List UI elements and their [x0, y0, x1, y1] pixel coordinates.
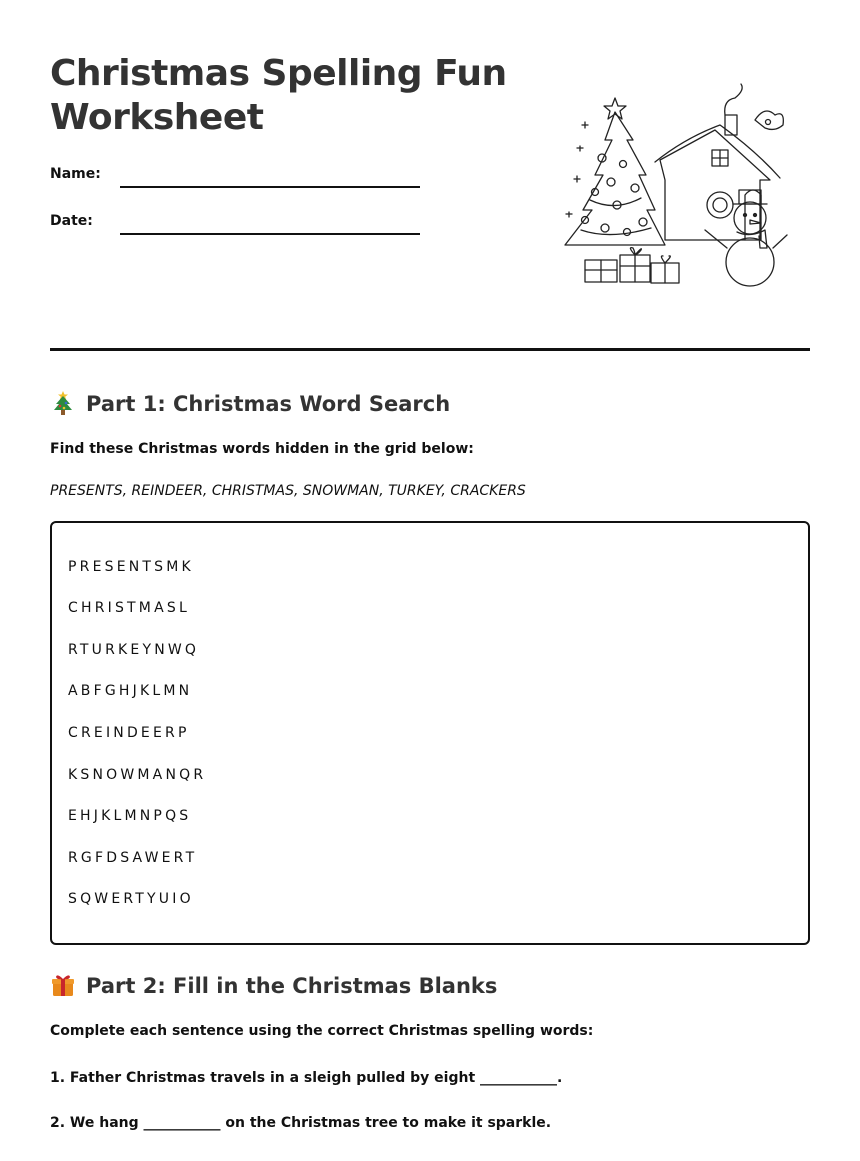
- part1-heading: [50, 390, 450, 416]
- date-field[interactable]: [50, 213, 420, 237]
- part1-heading-text: Part 1: Christmas Word Search: [86, 392, 451, 416]
- part2-heading-text: Part 2: Fill in the Christmas Blanks: [86, 974, 498, 998]
- name-label: Name:: [50, 166, 101, 182]
- wreath-icon: [707, 192, 733, 218]
- grid-row: CHRISTMASL: [68, 600, 190, 616]
- grid-row: RTURKEYNWQ: [68, 642, 200, 658]
- part1-instruction: Find these Christmas words hidden in the grid below:: [50, 441, 474, 457]
- christmas-tree-icon: [50, 390, 76, 416]
- grid-row: ABFGHJKLMN: [68, 683, 193, 699]
- name-line[interactable]: [120, 186, 420, 188]
- name-field[interactable]: [50, 166, 420, 190]
- word-list: PRESENTS, REINDEER, CHRISTMAS, SNOWMAN, TURKEY, CRACKERS: [50, 483, 526, 499]
- grid-row: PRESENTSMK: [68, 559, 194, 575]
- section-divider: [50, 348, 810, 351]
- part2-heading: [50, 972, 497, 998]
- grid-row: RGFDSAWERT: [68, 850, 198, 866]
- grid-row: SQWERTYUIO: [68, 891, 194, 907]
- part2-instruction: Complete each sentence using the correct Christmas spelling words:: [50, 1023, 594, 1039]
- question-item: 1. Father Christmas travels in a sleigh pulled by eight ___________.: [50, 1070, 563, 1086]
- question-item: 2. We hang ___________ on the Christmas tree to make it sparkle.: [50, 1115, 552, 1131]
- grid-row: KSNOWMANQR: [68, 767, 207, 783]
- word-search-grid: [50, 521, 810, 945]
- date-label: Date:: [50, 213, 93, 229]
- grid-row: EHJKLMNPQS: [68, 808, 192, 824]
- date-line[interactable]: [120, 233, 420, 235]
- gift-icon: [50, 972, 76, 998]
- tree-star-icon: [604, 98, 626, 119]
- christmas-house-tree-snowman-illustration: [555, 80, 790, 292]
- worksheet-title: Christmas Spelling Fun Worksheet: [50, 53, 507, 138]
- grid-row: CREINDEERP: [68, 725, 190, 741]
